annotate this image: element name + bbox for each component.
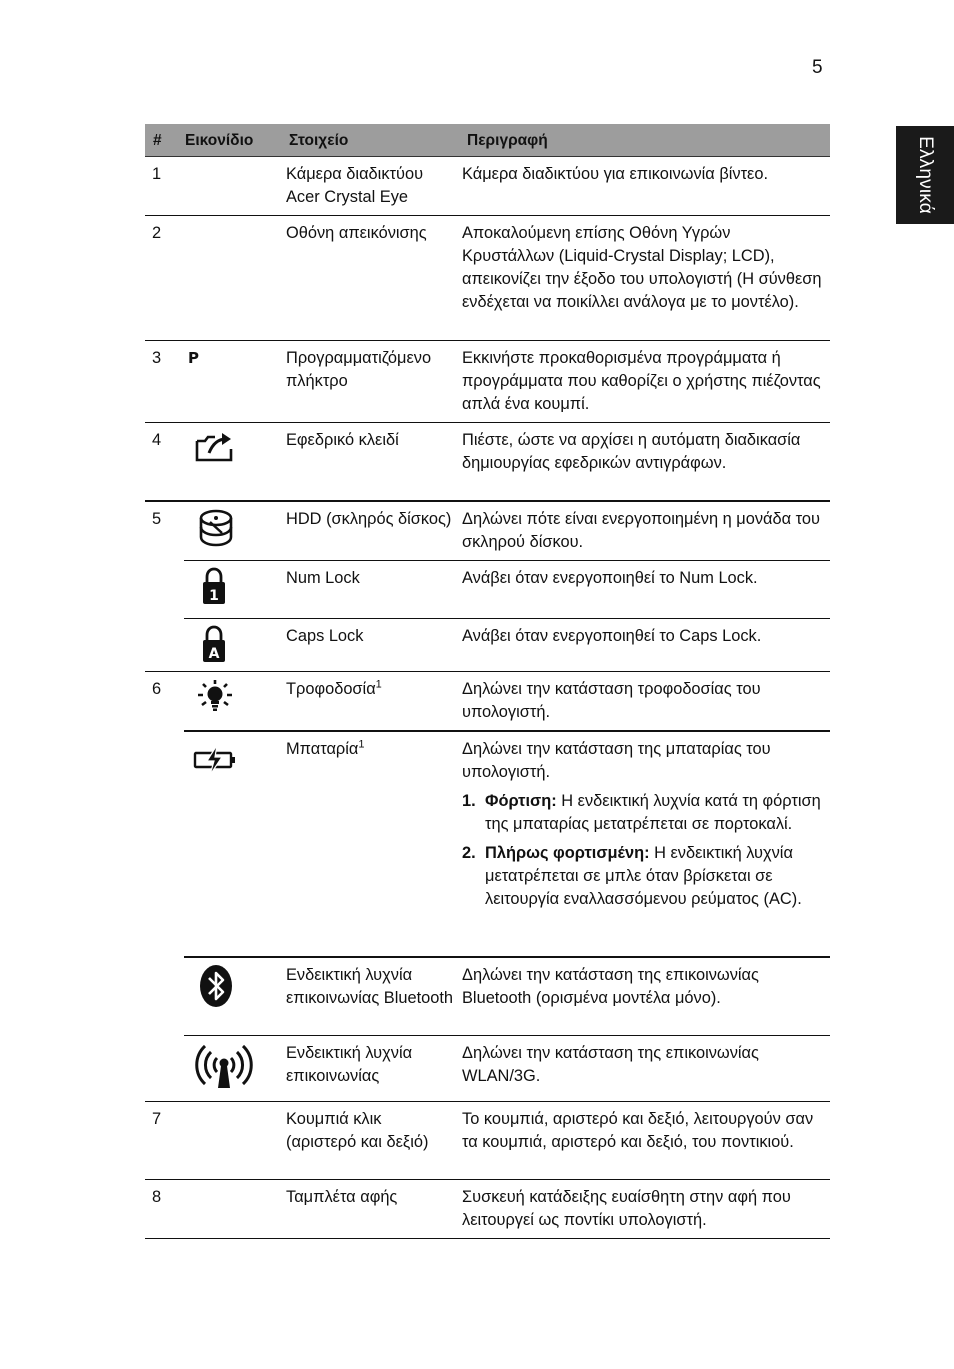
svg-text:A: A: [208, 645, 220, 662]
num-lock-icon: [201, 567, 227, 605]
backup-key-icon: [193, 429, 237, 463]
row-icon-empty: [184, 1101, 281, 1179]
row-icon: [184, 423, 281, 501]
header-num: #: [145, 124, 184, 157]
row-number: 7: [145, 1101, 184, 1179]
row-item: Caps Lock: [281, 618, 459, 671]
row-item: Ενδεικτική λυχνία επικοινωνίας: [281, 1035, 459, 1101]
row-description: Δηλώνει την κατάσταση της επικοινωνίας WLAN/3G.: [459, 1035, 830, 1101]
row-description: Ανάβει όταν ενεργοποιηθεί το Caps Lock.: [459, 618, 830, 671]
table-row: [145, 731, 830, 957]
row-icon: [184, 560, 281, 618]
page-number: 5: [812, 57, 823, 78]
bluetooth-icon: [199, 964, 233, 1008]
list-label: Φόρτιση:: [485, 792, 557, 810]
footnote-mark: 1: [358, 738, 365, 751]
row-item: Εφεδρικό κλειδί: [281, 423, 459, 501]
row-number: 8: [145, 1179, 184, 1238]
list-text: Η ενδεικτική λυχνία κατά τη φόρτιση της μπαταρίας μετατρέπεται σε πορτοκαλί.: [485, 792, 821, 833]
caps-lock-icon: [201, 625, 227, 663]
battery-status-list: [462, 790, 826, 911]
header-description: Περιγραφή: [459, 124, 830, 157]
row-number: 6: [145, 671, 184, 1101]
row-description: [459, 731, 830, 957]
row-number: 4: [145, 423, 184, 501]
power-bulb-icon: [196, 678, 234, 716]
table-row: [145, 501, 830, 561]
row-item: Οθόνη απεικόνισης: [281, 216, 459, 341]
components-table: [145, 124, 830, 1239]
header-icon: Εικονίδιο: [184, 124, 281, 157]
header-item: Στοιχείο: [281, 124, 459, 157]
row-description: Συσκευή κατάδειξης ευαίσθητη στην αφή που λειτουργεί ως ποντίκι υπολογιστή.: [459, 1179, 830, 1238]
battery-charging-icon: [193, 744, 237, 776]
language-tab-label: Ελληνικά: [915, 136, 936, 214]
hdd-icon: [198, 508, 234, 548]
table-row: [145, 618, 830, 671]
row-icon: [184, 501, 281, 561]
row-number: 5: [145, 501, 184, 672]
row-icon: [184, 618, 281, 671]
row-icon-empty: [184, 157, 281, 216]
row-description: Το κουμπιά, αριστερό και δεξιό, λειτουργούν σαν τα κουμπιά, αριστερό και δεξιό, του ποντικιού.: [459, 1101, 830, 1179]
row-description: Εκκινήστε προκαθορισμένα προγράμματα ή προγράμματα που καθορίζει ο χρήστης πιέζοντας απλά ένα κουμπί.: [459, 341, 830, 423]
row-item: Ενδεικτική λυχνία επικοινωνίας Bluetooth: [281, 957, 459, 1035]
list-item: [462, 842, 826, 911]
p-key-icon: P: [188, 349, 199, 367]
item-label: Μπαταρία: [286, 740, 359, 758]
table-row: [145, 1035, 830, 1101]
row-number: 3: [145, 341, 184, 423]
row-description: Δηλώνει πότε είναι ενεργοποιημένη η μονάδα του σκληρού δίσκου.: [459, 501, 830, 561]
row-icon: [184, 1035, 281, 1101]
row-icon: [184, 957, 281, 1035]
item-label: Τροφοδοσία: [286, 679, 376, 698]
row-description: Ανάβει όταν ενεργοποιηθεί το Num Lock.: [459, 560, 830, 618]
wireless-icon: [193, 1042, 255, 1090]
row-item: Κουμπιά κλικ (αριστερό και δεξιό): [281, 1101, 459, 1179]
row-icon-empty: [184, 216, 281, 341]
row-icon-empty: [184, 1179, 281, 1238]
table-row: [145, 157, 830, 216]
row-item: Κάμερα διαδικτύου Acer Crystal Eye: [281, 157, 459, 216]
row-description: Πιέστε, ώστε να αρχίσει η αυτόματη διαδικασία δημιουργίας εφεδρικών αντιγράφων.: [459, 423, 830, 501]
row-icon: [184, 341, 281, 423]
row-item: [281, 671, 459, 731]
row-description: Αποκαλούμενη επίσης Οθόνη Υγρών Κρυστάλλων (Liquid-Crystal Display; LCD), απεικονίζει την έξοδο του υπολογιστή (Η σύνθεση ενδέχεται να ποικίλλει ανάλογα με το μοντέλο).: [459, 216, 830, 341]
footnote-mark: 1: [375, 678, 382, 691]
table-row: [145, 1179, 830, 1238]
row-description: Κάμερα διαδικτύου για επικοινωνία βίντεο.: [459, 157, 830, 216]
list-text: Η ενδεικτική λυχνία μετατρέπεται σε μπλε όταν βρίσκεται σε λειτουργία εναλλασσόμενου ρεύματος (AC).: [485, 844, 802, 908]
table-row: [145, 341, 830, 423]
list-label: Πλήρως φορτισμένη:: [485, 844, 650, 862]
row-item: Προγραμματιζόμενο πλήκτρο: [281, 341, 459, 423]
language-tab: [896, 126, 954, 224]
list-number: 2.: [462, 844, 476, 862]
table-header-row: [145, 124, 830, 157]
row-number: 1: [145, 157, 184, 216]
table-row: [145, 1101, 830, 1179]
list-number: 1.: [462, 792, 476, 810]
row-icon: [184, 671, 281, 731]
row-description: Δηλώνει την κατάσταση τροφοδοσίας του υπολογιστή.: [459, 671, 830, 731]
row-icon: [184, 731, 281, 957]
battery-description: Δηλώνει την κατάσταση της μπαταρίας του υπολογιστή.: [462, 740, 771, 781]
list-item: [462, 790, 826, 836]
row-description: Δηλώνει την κατάσταση της επικοινωνίας Bluetooth (ορισμένα μοντέλα μόνο).: [459, 957, 830, 1035]
svg-text:1: 1: [209, 587, 219, 604]
row-item: Ταμπλέτα αφής: [281, 1179, 459, 1238]
table-row: [145, 560, 830, 618]
table-row: [145, 423, 830, 501]
row-item: [281, 731, 459, 957]
row-item: Num Lock: [281, 560, 459, 618]
table-row: [145, 671, 830, 731]
row-item: HDD (σκληρός δίσκος): [281, 501, 459, 561]
row-number: 2: [145, 216, 184, 341]
table-row: [145, 957, 830, 1035]
table-row: [145, 216, 830, 341]
